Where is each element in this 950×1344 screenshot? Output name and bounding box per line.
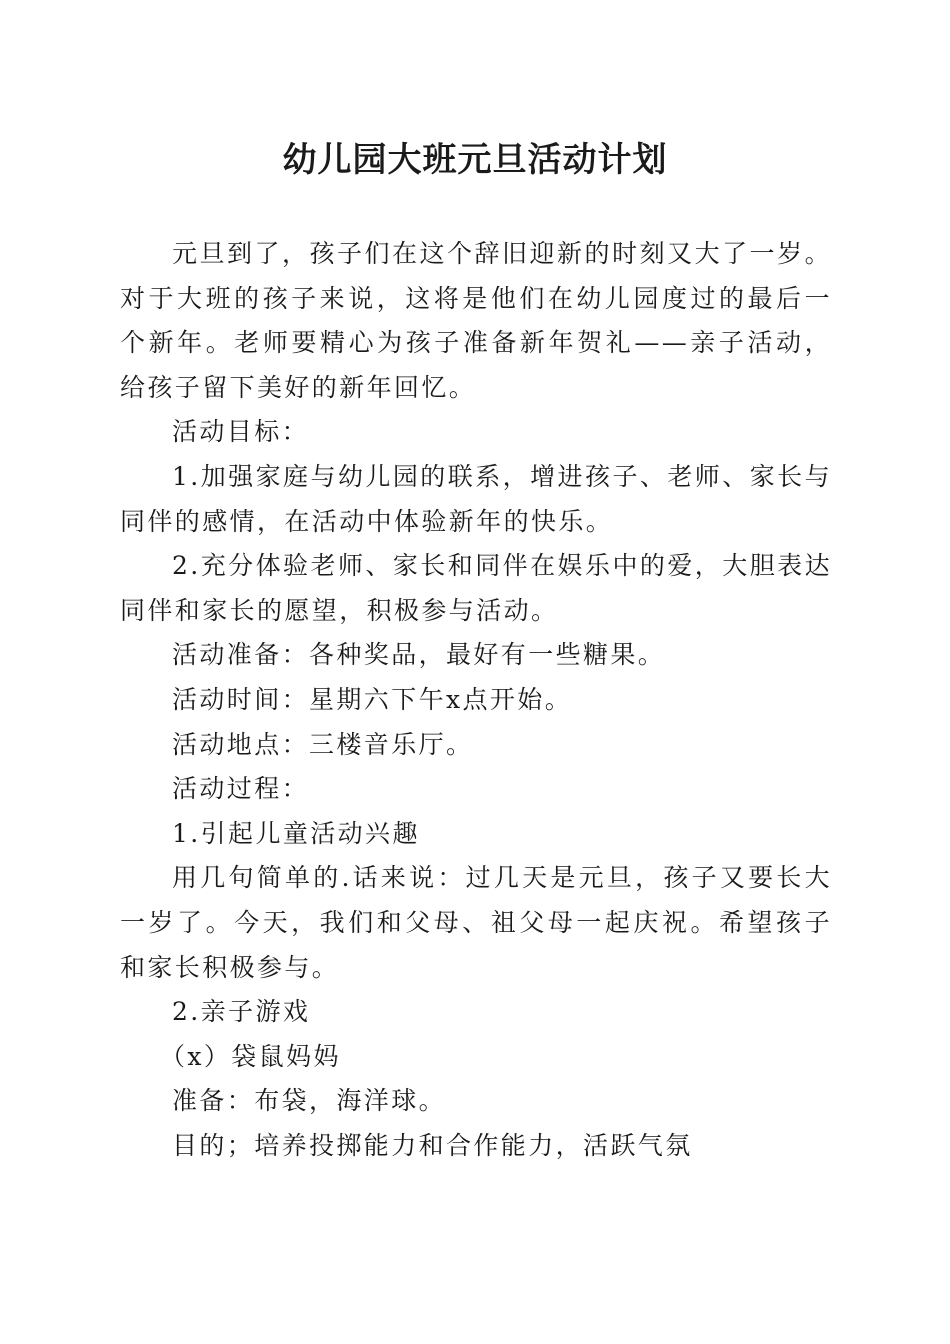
document-title: 幼儿园大班元旦活动计划 (282, 140, 668, 180)
intro-paragraph: 元旦到了，孩子们在这个辞旧迎新的时刻又大了一岁。对于大班的孩子来说，这将是他们在幼儿园度过的最后一个新年。老师要精心为孩子准备新年贺礼——亲子活动，给孩子留下美好的新年回忆。 (120, 239, 832, 402)
process-step-1-text: 用几句简单的.话来说：过几天是元旦，孩子又要长大一岁了。今天，我们和父母、祖父母一起庆祝。希望孩子和家长积极参与。 (120, 863, 832, 982)
goal-item-2: 2.充分体验老师、家长和同伴在娱乐中的爱，大胆表达同伴和家长的愿望，积极参与活动。 (120, 551, 832, 625)
location-line: 活动地点：三楼音乐厅。 (172, 729, 474, 759)
game-preparation: 准备：布袋，海洋球。 (172, 1086, 447, 1116)
game-title: （x）袋鼠妈妈 (160, 1041, 341, 1071)
preparation-line: 活动准备：各种奖品，最好有一些糖果。 (172, 640, 666, 670)
process-step-2: 2.亲子游戏 (172, 997, 311, 1027)
process-heading: 活动过程： (172, 774, 310, 804)
goals-heading: 活动目标： (172, 417, 310, 447)
goal-item-1: 1.加强家庭与幼儿园的联系，增进孩子、老师、家长与同伴的感情，在活动中体验新年的快乐。 (120, 461, 832, 536)
game-purpose: 目的；培养投掷能力和合作能力，活跃气氛 (172, 1130, 693, 1160)
process-step-1: 1.引起儿童活动兴趣 (172, 818, 420, 848)
document-body (120, 232, 832, 1168)
time-line: 活动时间：星期六下午x点开始。 (172, 684, 573, 714)
